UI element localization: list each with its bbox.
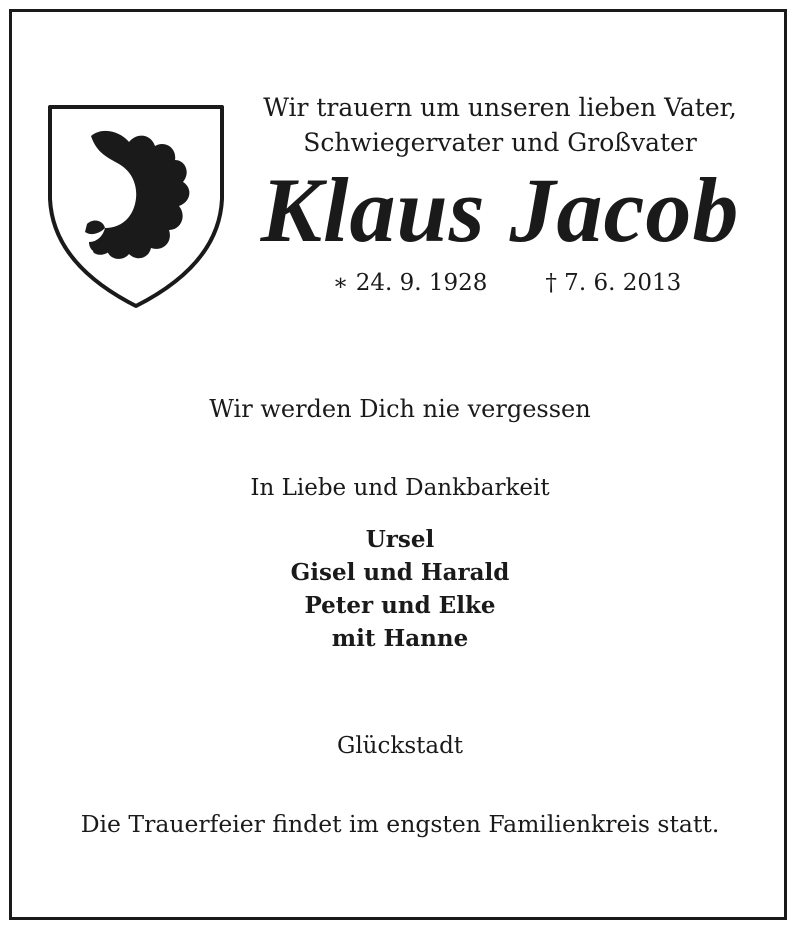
mourner-name: Peter und Elke — [304, 592, 496, 619]
memorial-phrase: Wir werden Dich nie vergessen — [209, 395, 591, 423]
death-date: † 7. 6. 2013 — [545, 270, 682, 296]
deceased-name: Klaus Jacob — [260, 159, 740, 261]
mourner-name: mit Hanne — [331, 625, 469, 652]
intro-line-2: Schwiegervater und Großvater — [303, 128, 697, 157]
header-block — [260, 90, 740, 298]
life-dates — [260, 268, 740, 298]
coat-of-arms-icon — [47, 104, 225, 309]
mourner-name: Ursel — [365, 526, 435, 553]
funeral-note: Die Trauerfeier findet im engsten Familienkreis statt. — [80, 810, 720, 838]
thanks-line: In Liebe und Dankbarkeit — [250, 475, 550, 501]
mourners-list — [0, 523, 800, 655]
mourner-name: Gisel und Harald — [290, 559, 510, 586]
intro-line-1: Wir trauern um unseren lieben Vater, — [263, 93, 737, 122]
birth-date: ∗ 24. 9. 1928 — [332, 270, 488, 296]
place-name: Glückstadt — [336, 733, 464, 759]
